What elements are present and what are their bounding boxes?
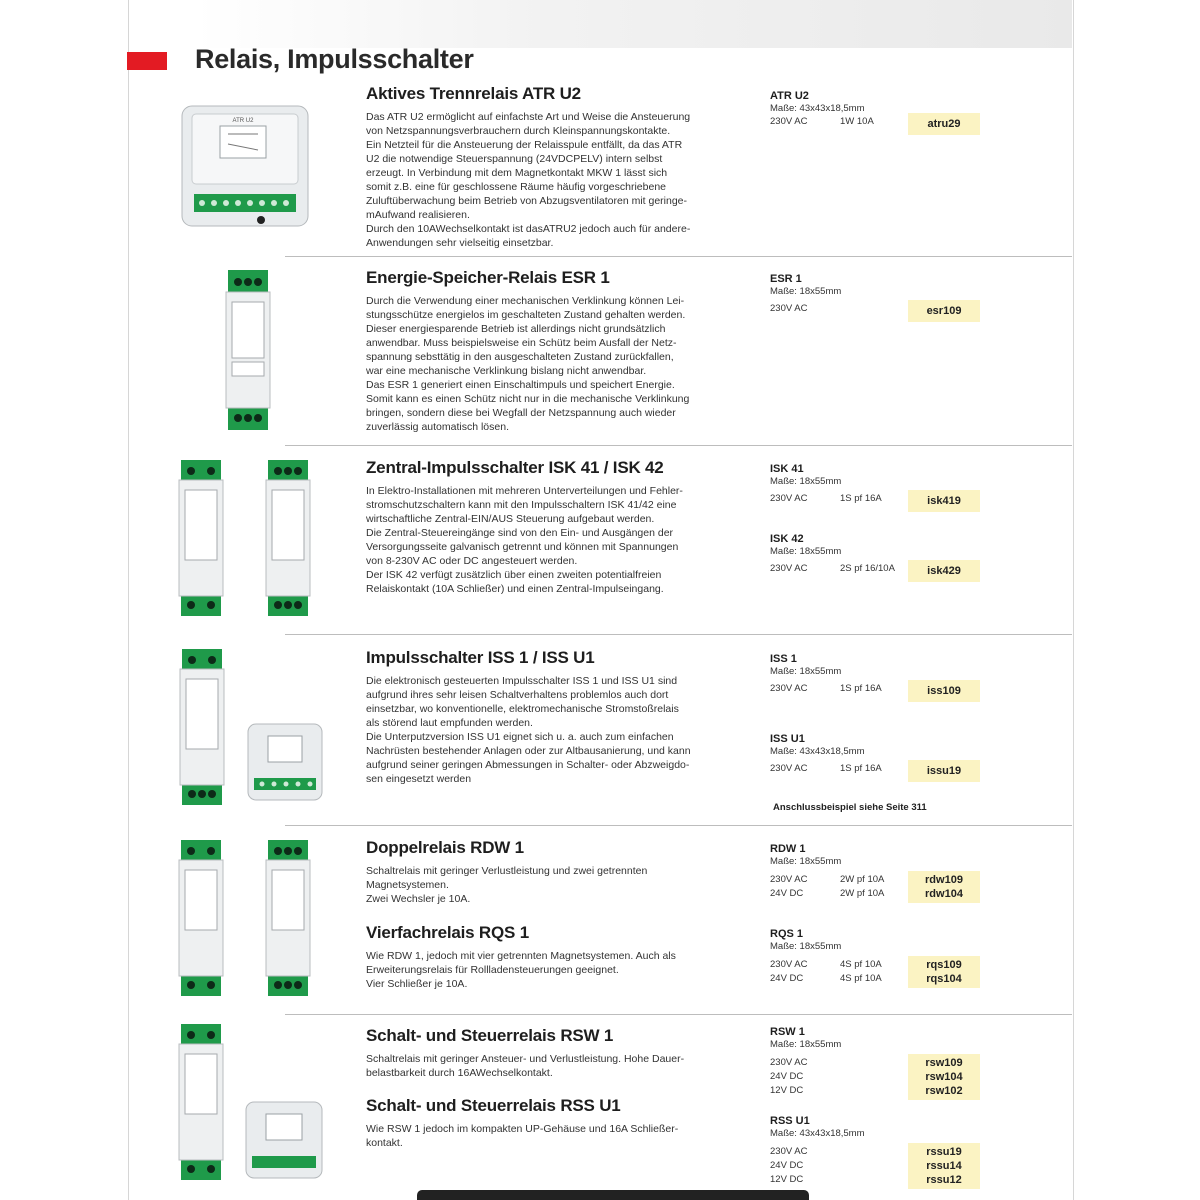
spec-contact: 2S pf 16/10A	[840, 563, 895, 574]
spec-row	[770, 303, 990, 317]
spec-contact: 1S pf 16A	[840, 763, 882, 774]
page-title: Relais, Impulsschalter	[195, 44, 474, 74]
iss-1-product-image	[176, 645, 228, 811]
spec-row	[770, 493, 990, 507]
viewer-scroll-bar[interactable]	[417, 1190, 809, 1200]
product-description: Das ATR U2 ermöglicht auf einfachste Art und Weise die Ansteuerung von Netzspannungsverbrauchern durch Kleinspannungskontakte. Ein Netzteil für die Ansteuerung der Relaisspule entfällt, da das ATR U2 die notwendige Steuerspannung (24VDCPELV) intern selbst erzeugt. In Verbindung mit dem Magnetkontakt MKW 1 lässt sich somit z.B. eine für geschlossene Räume häufig vorgeschriebene Zuluftüberwachung beim Betrieb von Abzugsventilatoren mit geringe- mAufwand realisieren. Durch den 10AWechselkontakt ist dasATRU2 jedoch auch für andere- Anwendungen sehr vielseitig einsetzbar.	[366, 111, 691, 249]
section-marker	[127, 52, 167, 70]
spec-contact: 2W pf 10A	[840, 874, 885, 885]
spec-dimensions: Maße: 18x55mm	[770, 476, 842, 487]
spec-voltage: 24V DC	[770, 973, 804, 984]
spec-rows	[770, 958, 990, 988]
spec-voltage: 230V AC	[770, 1146, 808, 1157]
spec-dimensions: Maße: 43x43x18,5mm	[770, 1128, 865, 1139]
product-description: Wie RDW 1, jedoch mit vier getrennten Magnetsystemen. Auch als Erweiterungsrelais für Rollladensteuerungen geeignet. Vier Schließer je 10A.	[366, 950, 676, 990]
spec-voltage: 230V AC	[770, 116, 808, 127]
section-divider	[285, 825, 1072, 826]
spec-contact: 4S pf 10A	[840, 959, 882, 970]
spec-voltage: 230V AC	[770, 763, 808, 774]
spec-voltage: 24V DC	[770, 1160, 804, 1171]
product-description: Durch die Verwendung einer mechanischen Verklinkung können Lei- stungsschütze energielos im geschalteten Zustand gehalten werden. Dieser energiesparende Betrieb ist allerdings nicht grundsätzlich anwendbar. Muss beispielsweise ein Schütz beim Ausfall der Netz- spannung sebsttätig in den ausgeschalteten Zustand zurückfallen, war eine mechanische Verklinkung bislang nicht anwendbar. Das ESR 1 generiert einen Einschaltimpuls und speichert Energie. Somit kann es einen Schütz nicht nur in die mechanische Verklinkung bringen, sondern diese bei Wegfall der Netzspannung auch wieder zuverlässig automatisch lösen.	[366, 295, 690, 433]
rqs-1-product-image	[262, 836, 314, 1002]
spec-dimensions: Maße: 18x55mm	[770, 1039, 842, 1050]
iss-u1-product-image	[246, 722, 324, 804]
spec-block	[770, 1115, 990, 1189]
spec-dimensions: Maße: 18x55mm	[770, 856, 842, 867]
section-divider	[285, 634, 1072, 635]
order-code: iss109	[908, 680, 980, 702]
spec-row	[770, 683, 990, 697]
spec-voltage: 24V DC	[770, 888, 804, 899]
order-code: issu19	[908, 760, 980, 782]
spec-voltage: 12V DC	[770, 1085, 804, 1096]
order-code: esr109	[908, 300, 980, 322]
isk-42-product-image	[262, 456, 314, 621]
product-description: Schaltrelais mit geringer Ansteuer- und Verlustleistung. Hohe Dauer- belastbarkeit durch 16AWechselkontakt.	[366, 1053, 685, 1079]
spec-name: ISS U1	[770, 733, 805, 745]
order-codes	[908, 871, 980, 903]
order-code: rsw102	[925, 1085, 963, 1097]
spec-block	[770, 533, 990, 577]
spec-block	[770, 90, 990, 130]
product-description: Die elektronisch gesteuerten Impulsschalter ISS 1 und ISS U1 sind aufgrund ihres sehr leisen Schaltverhaltens problemlos auch dort einsetzbar, wo konventionelle, elektromechanische Stromstoßrelais als störend laut empfunden werden. Die Unterputzversion ISS U1 eignet sich u. a. auch zum einfachen Nachrüsten bestehender Anlagen oder zur Altbausanierung, und kann aufgrund seiner geringen Abmessungen in Schalter- oder Abzweigdo- sen eingesetzt werden	[366, 675, 691, 785]
spec-rows	[770, 873, 990, 903]
spec-dimensions: Maße: 18x55mm	[770, 941, 842, 952]
product-title: Vierfachrelais RQS 1	[366, 923, 529, 942]
spec-rows	[770, 1145, 990, 1189]
spec-voltage: 230V AC	[770, 303, 808, 314]
product-description: Schaltrelais mit geringer Verlustleistung und zwei getrennten Magnetsystemen. Zwei Wechsler je 10A.	[366, 865, 648, 905]
section-divider	[285, 1014, 1072, 1015]
spec-voltage: 230V AC	[770, 874, 808, 885]
product-title: Impulsschalter ISS 1 / ISS U1	[366, 648, 595, 667]
spec-contact: 1W 10A	[840, 116, 874, 127]
spec-name: RSS U1	[770, 1115, 810, 1127]
rss-u1-product-image	[244, 1100, 324, 1180]
isk-41-product-image	[175, 456, 227, 621]
product-title: Zentral-Impulsschalter ISK 41 / ISK 42	[366, 458, 664, 477]
product-title: Schalt- und Steuerrelais RSS U1	[366, 1096, 621, 1115]
order-code: isk419	[908, 490, 980, 512]
spec-contact: 4S pf 10A	[840, 973, 882, 984]
order-code: rdw109	[925, 874, 963, 886]
order-codes	[908, 956, 980, 988]
spec-name: RSW 1	[770, 1026, 805, 1038]
section-divider	[285, 445, 1072, 446]
spec-voltage: 230V AC	[770, 493, 808, 504]
product-title: Doppelrelais RDW 1	[366, 838, 524, 857]
order-code: rdw104	[925, 888, 963, 900]
spec-block	[770, 463, 990, 507]
order-code: rssu14	[926, 1160, 962, 1172]
spec-dimensions: Maße: 43x43x18,5mm	[770, 103, 865, 114]
order-code: rssu12	[926, 1174, 962, 1186]
product-title: Aktives Trennrelais ATR U2	[366, 84, 581, 103]
spec-rows	[770, 1056, 990, 1100]
atr-device-label: ATR U2	[232, 118, 254, 124]
spec-row	[770, 563, 990, 577]
order-code: rssu19	[926, 1146, 962, 1158]
atr-u2-product-image	[180, 104, 312, 230]
spec-block	[770, 273, 990, 317]
spec-voltage: 230V AC	[770, 1057, 808, 1068]
order-code: isk429	[908, 560, 980, 582]
order-code: rsw109	[925, 1057, 963, 1069]
order-codes	[908, 1143, 980, 1189]
spec-voltage: 12V DC	[770, 1174, 804, 1185]
spec-block	[770, 843, 990, 903]
spec-voltage: 230V AC	[770, 959, 808, 970]
spec-dimensions: Maße: 18x55mm	[770, 546, 842, 557]
spec-name: RDW 1	[770, 843, 806, 855]
rdw-1-product-image	[175, 836, 227, 1002]
spec-voltage: 230V AC	[770, 563, 808, 574]
spec-block	[770, 928, 990, 988]
section-divider	[285, 256, 1072, 257]
spec-name: ESR 1	[770, 273, 802, 285]
page-reference-note: Anschlussbeispiel siehe Seite 311	[773, 802, 927, 813]
spec-block	[770, 733, 990, 777]
spec-voltage: 24V DC	[770, 1071, 804, 1082]
spec-voltage: 230V AC	[770, 683, 808, 694]
spec-block	[770, 1026, 990, 1100]
spec-dimensions: Maße: 18x55mm	[770, 666, 842, 677]
order-codes	[908, 1054, 980, 1100]
product-title: Energie-Speicher-Relais ESR 1	[366, 268, 610, 287]
spec-row	[770, 116, 990, 130]
spec-name: ISK 41	[770, 463, 804, 475]
order-code: rsw104	[925, 1071, 963, 1083]
rsw-1-product-image	[175, 1020, 227, 1186]
spec-name: ATR U2	[770, 90, 809, 102]
spec-row	[770, 763, 990, 777]
spec-contact: 2W pf 10A	[840, 888, 885, 899]
spec-dimensions: Maße: 18x55mm	[770, 286, 842, 297]
product-title: Schalt- und Steuerrelais RSW 1	[366, 1026, 614, 1045]
order-code: rqs109	[926, 959, 962, 971]
esr-1-product-image	[222, 266, 274, 436]
order-code: atru29	[908, 113, 980, 135]
spec-name: RQS 1	[770, 928, 804, 940]
spec-name: ISS 1	[770, 653, 797, 665]
order-code: rqs104	[926, 973, 962, 985]
spec-dimensions: Maße: 43x43x18,5mm	[770, 746, 865, 757]
product-description: In Elektro-Installationen mit mehreren Unterverteilungen und Fehler- stromschutzschaltern kann mit den Impulsschaltern ISK 41/42 eine wirtschaftliche Zentral-EIN/AUS Steuerung aufgebaut werden. Die Zentral-Steuereingänge sind von den Ein- und Ausgängen der Versorgungsseite galvanisch getrennt und können mit Spannungen von 8-230V AC oder DC angesteuert werden. Der ISK 42 verfügt zusätzlich über einen zweiten potentialfreien Relaiskontakt (10A Schließer) und einen Zentral-Impulseingang.	[366, 485, 683, 595]
spec-block	[770, 653, 990, 697]
spec-contact: 1S pf 16A	[840, 683, 882, 694]
spec-contact: 1S pf 16A	[840, 493, 882, 504]
spec-name: ISK 42	[770, 533, 804, 545]
product-description: Wie RSW 1 jedoch im kompakten UP-Gehäuse und 16A Schließer- kontakt.	[366, 1123, 679, 1149]
header-band	[195, 0, 1072, 48]
